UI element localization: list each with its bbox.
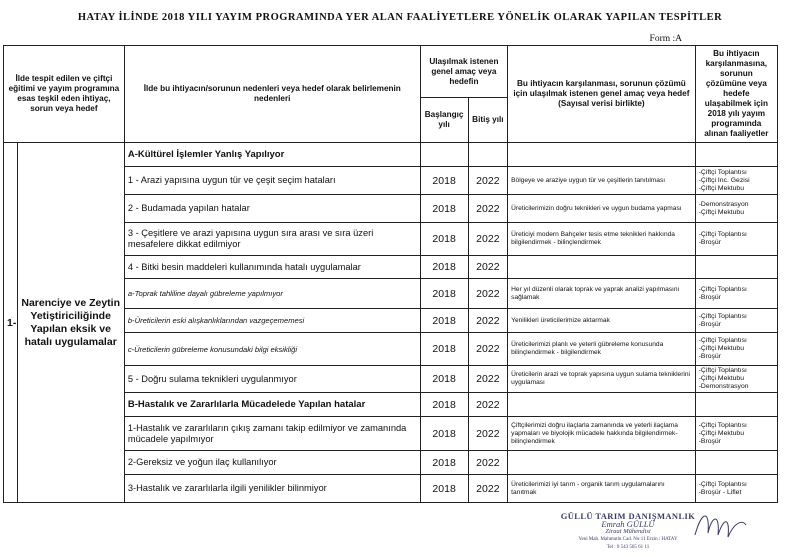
page-title: HATAY İLİNDE 2018 YILI YAYIM PROGRAMINDA YER ALAN FAALİYETLERE YÖNELİK OLARAK YAPILAN TESPİTLER bbox=[77, 12, 723, 23]
row-start-year: 2018 bbox=[420, 333, 468, 366]
row-end-year: 2022 bbox=[468, 333, 508, 366]
row-start-year: 2018 bbox=[420, 451, 468, 475]
row-activities: -Çiftçi Toplantısı -Çiftçi Inc. Gezisi -Çiftçi Mektubu bbox=[695, 167, 777, 195]
row-item: 1-Hastalık ve zararlıların çıkış zamanı takip edilmiyor ve zamanında mücadele yapılmıyor bbox=[124, 417, 420, 451]
row-explanation: Bölgeye ve araziye uygun tür ve çeşitlerin tanıtılması bbox=[508, 167, 696, 195]
row-explanation bbox=[508, 143, 696, 167]
row-start-year: 2018 bbox=[420, 256, 468, 279]
row-activities bbox=[695, 451, 777, 475]
row-explanation: Üreticilerimizi planlı ve yeterli gübreleme konusunda bilinçlendirmek - bilgilendirmek bbox=[508, 333, 696, 366]
row-explanation: Üreticilerin arazi ve toprak yapısına uygun sulama tekniklerini uygulaması bbox=[508, 366, 696, 393]
header-end-year: Bitiş yılı bbox=[468, 98, 508, 143]
row-end-year: 2022 bbox=[468, 167, 508, 195]
row-item: 5 - Doğru sulama teknikleri uygulanmıyor bbox=[124, 366, 420, 393]
row-start-year bbox=[420, 143, 468, 167]
row-end-year: 2022 bbox=[468, 223, 508, 256]
row-end-year: 2022 bbox=[468, 279, 508, 309]
row-end-year: 2022 bbox=[468, 393, 508, 417]
row-activities: -Çiftçi Toplantısı -Broşür bbox=[695, 223, 777, 256]
form-label: Form :A bbox=[649, 34, 682, 44]
row-activities: -Çiftçi Toplantısı -Çiftçi Mektubu -Broşür bbox=[695, 417, 777, 451]
row-item: 3 - Çeşitlere ve arazi yapısına uygun sıra arası ve sıra üzeri mesafelere dikkat edilmiyor bbox=[124, 223, 420, 256]
row-item: c-Üreticilerin gübreleme konusundaki bilgi eksikliği bbox=[124, 333, 420, 366]
row-activities: -Çiftçi Toplantısı -Broşür - Liflet bbox=[695, 475, 777, 503]
row-end-year: 2022 bbox=[468, 366, 508, 393]
row-end-year: 2022 bbox=[468, 475, 508, 503]
row-start-year: 2018 bbox=[420, 417, 468, 451]
findings-body bbox=[4, 143, 778, 503]
row-activities bbox=[695, 143, 777, 167]
row-explanation: Üreticilerimizin doğru teknikleri ve uygun budama yapması bbox=[508, 195, 696, 223]
header-goal: Bu ihtiyacın karşılanması, sorunun çözümü için ulaşılmak istenen genel amaç veya hedef (Sayısal verisi birlikte) bbox=[508, 46, 696, 143]
row-activities bbox=[695, 393, 777, 417]
row-start-year: 2018 bbox=[420, 223, 468, 256]
row-item: A-Kültürel İşlemler Yanlış Yapılıyor bbox=[124, 143, 420, 167]
stamp-phone: Tel : 0 543 565 61 11 bbox=[606, 545, 650, 550]
row-start-year: 2018 bbox=[420, 279, 468, 309]
row-item: 2 - Budamada yapılan hatalar bbox=[124, 195, 420, 223]
row-explanation bbox=[508, 451, 696, 475]
signature bbox=[690, 505, 750, 545]
row-item: a-Toprak tahliline dayalı gübreleme yapılmıyor bbox=[124, 279, 420, 309]
stamp-company: GÜLLÜ TARIM DANIŞMANLIK bbox=[560, 511, 696, 521]
row-end-year: 2022 bbox=[468, 195, 508, 223]
row-start-year: 2018 bbox=[420, 393, 468, 417]
stamp-address: Yeni Mah. Mahmutlu Cad. No:11 Erzin / HATAY bbox=[578, 537, 678, 542]
row-item: 3-Hastalık ve zararlılarla ilgili yenilikler bilinmiyor bbox=[124, 475, 420, 503]
row-activities: -Çiftçi Toplantısı -Çiftçi Mektubu -Demonstrasyon bbox=[695, 366, 777, 393]
row-start-year: 2018 bbox=[420, 195, 468, 223]
row-activities: -Çiftçi Toplantısı -Broşür bbox=[695, 309, 777, 333]
row-explanation: Yenilikleri üreticilerimize aktarmak bbox=[508, 309, 696, 333]
stamp-name: Emrah GÜLLÜ bbox=[601, 519, 655, 529]
row-item: 1 - Arazi yapısına uygun tür ve çeşit seçim hataları bbox=[124, 167, 420, 195]
category-cell: Narenciye ve Zeytin Yetiştiriciliğinde Yapılan eksik ve hatalı uygulamalar bbox=[17, 143, 124, 503]
row-end-year bbox=[468, 143, 508, 167]
row-item: 2-Gereksiz ve yoğun ilaç kullanılıyor bbox=[124, 451, 420, 475]
row-explanation: Üreticiyi modern Bahçeler tesis etme teknikleri hakkında bilgilendirmek - bilinçlendirmek bbox=[508, 223, 696, 256]
row-activities: -Çiftçi Toplantısı -Broşür bbox=[695, 279, 777, 309]
row-item: B-Hastalık ve Zararlılarla Mücadelede Yapılan hatalar bbox=[124, 393, 420, 417]
header-goal-period: Ulaşılmak istenen genel amaç veya hedefin bbox=[420, 46, 508, 98]
header-reasons: İlde bu ihtiyacın/sorunun nedenleri veya hedef olarak belirlemenin nedenleri bbox=[124, 46, 420, 143]
row-explanation bbox=[508, 256, 696, 279]
row-explanation: Her yıl düzenli olarak toprak ve yaprak analizi yapılmasını sağlamak bbox=[508, 279, 696, 309]
row-start-year: 2018 bbox=[420, 167, 468, 195]
row-item: 4 - Bitki besin maddeleri kullanımında hatalı uygulamalar bbox=[124, 256, 420, 279]
header-start-year: Başlangıç yılı bbox=[420, 98, 468, 143]
section-number: 1- bbox=[4, 143, 18, 503]
row-end-year: 2022 bbox=[468, 309, 508, 333]
header-activities: Bu ihtiyacın karşılanmasına, sorunun çözümüne veya hedefe ulaşabilmek için 2018 yılı yayım programında alınan faaliyetler bbox=[695, 46, 777, 143]
row-start-year: 2018 bbox=[420, 475, 468, 503]
row-explanation bbox=[508, 393, 696, 417]
row-explanation: Çiftçilerimizi doğru ilaçlarla zamanında ve yeterli ilaçlama yapmaları ve biyolojik mücadele hakkında bilgilendirmek- bilinçlendirmek bbox=[508, 417, 696, 451]
row-explanation: Üreticilerimizi iyi tarım - organik tarım uygulamalarını tanıtmak bbox=[508, 475, 696, 503]
stamp-title: Ziraat Mühendisi bbox=[605, 528, 651, 535]
row-start-year: 2018 bbox=[420, 309, 468, 333]
company-stamp bbox=[548, 512, 708, 552]
row-activities: -Demonstrasyon -Çiftçi Mektubu bbox=[695, 195, 777, 223]
row-item: b-Üreticilerin eski alışkanlıklarından vazgeçememesi bbox=[124, 309, 420, 333]
header-need: İlde tespit edilen ve çiftçi eğitimi ve yayım programına esas teşkil eden ihtiyaç, sorun veya hedef bbox=[4, 46, 125, 143]
findings-table bbox=[3, 45, 778, 503]
row-activities bbox=[695, 256, 777, 279]
row-end-year: 2022 bbox=[468, 256, 508, 279]
row-end-year: 2022 bbox=[468, 417, 508, 451]
row-end-year: 2022 bbox=[468, 451, 508, 475]
row-activities: -Çiftçi Toplantısı -Çiftçi Mektubu -Broşür bbox=[695, 333, 777, 366]
row-start-year: 2018 bbox=[420, 366, 468, 393]
